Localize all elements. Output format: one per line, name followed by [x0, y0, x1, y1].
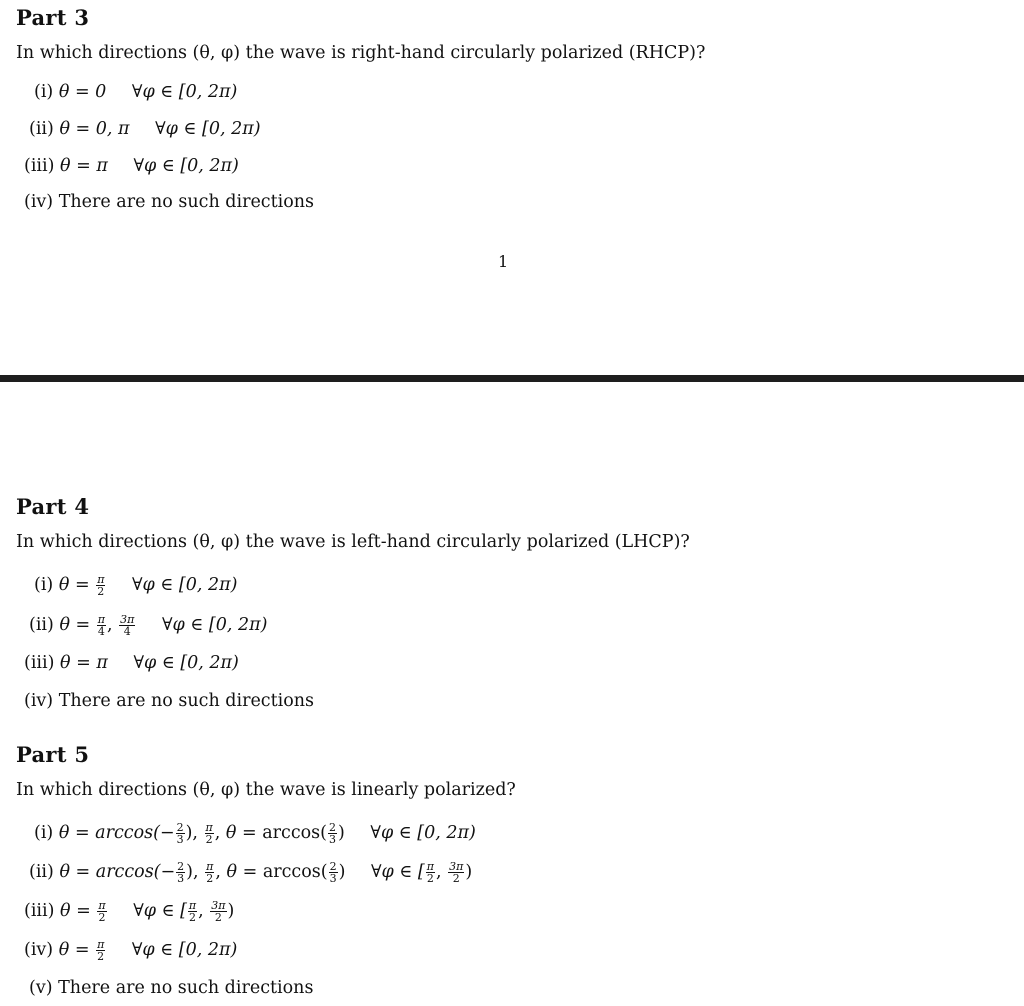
part5-heading: Part 5 — [16, 742, 90, 767]
option-label: (ii) — [29, 862, 54, 882]
option-range: ∀φ ∈ [ — [371, 862, 425, 882]
fraction-pi-over-2: $\frac{\pi}{2}$ — [98, 899, 106, 924]
part4-heading: Part 4 — [16, 494, 90, 519]
fraction-2-over-3: $\frac{2}{3}$ — [329, 821, 336, 846]
option-math: θ = arccos(− — [58, 823, 175, 843]
part3-heading: Part 3 — [16, 5, 90, 30]
part4-option-iii — [24, 653, 239, 673]
option-math: θ = — [59, 615, 91, 635]
option-text: There are no such directions — [58, 691, 315, 711]
option-label: (iii) — [24, 901, 55, 921]
option-label: (i) — [34, 823, 54, 843]
page-divider — [0, 375, 1024, 382]
part5-option-ii: (ii) θ = arccos(− $\frac{2}{3}$ ), $\frac{\pi}{2}$ , θ = arccos( $\frac{2}{3}$ ) ∀φ ∈ [ $\frac{\pi}{2}$ , $\frac{3\pi}{2}$ ) — [29, 860, 473, 885]
option-label: (iv) — [24, 691, 54, 711]
fraction-pi-over-2: $\frac{\pi}{2}$ — [188, 899, 197, 924]
fraction-pi-over-2: $\frac{\pi}{2}$ — [97, 573, 105, 598]
option-math: θ = π — [60, 653, 108, 673]
option-range: ∀φ ∈ [ — [133, 901, 187, 921]
option-math: θ = arccos(− — [59, 862, 176, 882]
part3-question: In which directions (θ, φ) the wave is right-hand circularly polarized (RHCP)? — [16, 43, 706, 63]
option-label: (iv) — [24, 940, 54, 960]
fraction-pi-over-2: $\frac{\pi}{2}$ — [205, 821, 213, 846]
part5-option-iv — [24, 939, 237, 962]
part5-question: In which directions (θ, φ) the wave is linearly polarized? — [16, 780, 516, 800]
option-range: ∀φ ∈ [0, 2π) — [131, 940, 238, 960]
fraction-pi-over-4: $\frac{\pi}{4}$ — [97, 613, 106, 638]
part3-option-iii — [24, 156, 239, 176]
part5-option-v — [29, 978, 313, 998]
fraction-2-over-3: $\frac{2}{3}$ — [177, 860, 185, 885]
option-math: θ = — [58, 940, 90, 960]
option-label: (iii) — [24, 156, 55, 176]
option-text: There are no such directions — [58, 192, 315, 212]
option-label: (iii) — [24, 653, 55, 673]
fraction-2-over-3: $\frac{2}{3}$ — [329, 860, 337, 885]
option-label: (ii) — [29, 615, 54, 635]
part3-option-iv — [24, 192, 314, 212]
option-range: ∀φ ∈ [0, 2π) — [133, 653, 239, 673]
option-range: ∀φ ∈ [0, 2π) — [133, 156, 239, 176]
part3-option-ii — [29, 119, 261, 139]
part5-option-iii: (iii) θ = $\frac{\pi}{2}$ ∀φ ∈ [ $\frac{\pi}{2}$ , $\frac{3\pi}{2}$ ) — [24, 899, 235, 924]
fraction-3pi-over-2: $\frac{3\pi}{2}$ — [211, 899, 226, 924]
option-math: θ = 0 — [58, 82, 107, 102]
fraction-pi-over-2: $\frac{\pi}{2}$ — [426, 860, 434, 885]
fraction-3pi-over-2: $\frac{3\pi}{2}$ — [449, 860, 464, 885]
option-label: (i) — [34, 575, 54, 595]
option-range: ∀φ ∈ [0, 2π) — [370, 823, 476, 843]
option-text: There are no such directions — [58, 978, 314, 998]
option-label: (i) — [34, 82, 54, 102]
fraction-3pi-over-4: $\frac{3\pi}{4}$ — [120, 613, 135, 638]
option-math: θ = π — [60, 156, 108, 176]
option-range: ∀φ ∈ [0, 2π) — [132, 575, 238, 595]
part5-option-i: (i) θ = arccos(− $\frac{2}{3}$ ), $\frac{\pi}{2}$ , θ = arccos( $\frac{2}{3}$ ) ∀φ ∈ [0, 2π) — [34, 821, 476, 846]
part4-option-i — [34, 574, 237, 597]
option-range: ∀φ ∈ [0, 2π) — [161, 615, 268, 635]
part3-option-i — [34, 82, 237, 102]
option-math: θ = — [58, 575, 90, 595]
option-range: ∀φ ∈ [0, 2π) — [155, 119, 261, 139]
option-label: (ii) — [29, 119, 54, 139]
part4-option-ii: (ii) θ = $\frac{\pi}{4}$ , $\frac{3\pi}{4}$ ∀φ ∈ [0, 2π) — [29, 613, 268, 638]
part4-question: In which directions (θ, φ) the wave is left-hand circularly polarized (LHCP)? — [16, 532, 690, 552]
option-math: θ = 0, π — [59, 119, 130, 139]
fraction-pi-over-2: $\frac{\pi}{2}$ — [97, 938, 105, 963]
option-label: (iv) — [24, 192, 54, 212]
option-range: ∀φ ∈ [0, 2π) — [131, 82, 238, 102]
fraction-pi-over-2: $\frac{\pi}{2}$ — [206, 860, 214, 885]
option-math: θ = — [60, 901, 91, 921]
page-number: 1 — [498, 252, 509, 271]
fraction-2-over-3: $\frac{2}{3}$ — [176, 821, 184, 846]
part4-option-iv — [24, 691, 314, 711]
option-label: (v) — [29, 978, 53, 998]
